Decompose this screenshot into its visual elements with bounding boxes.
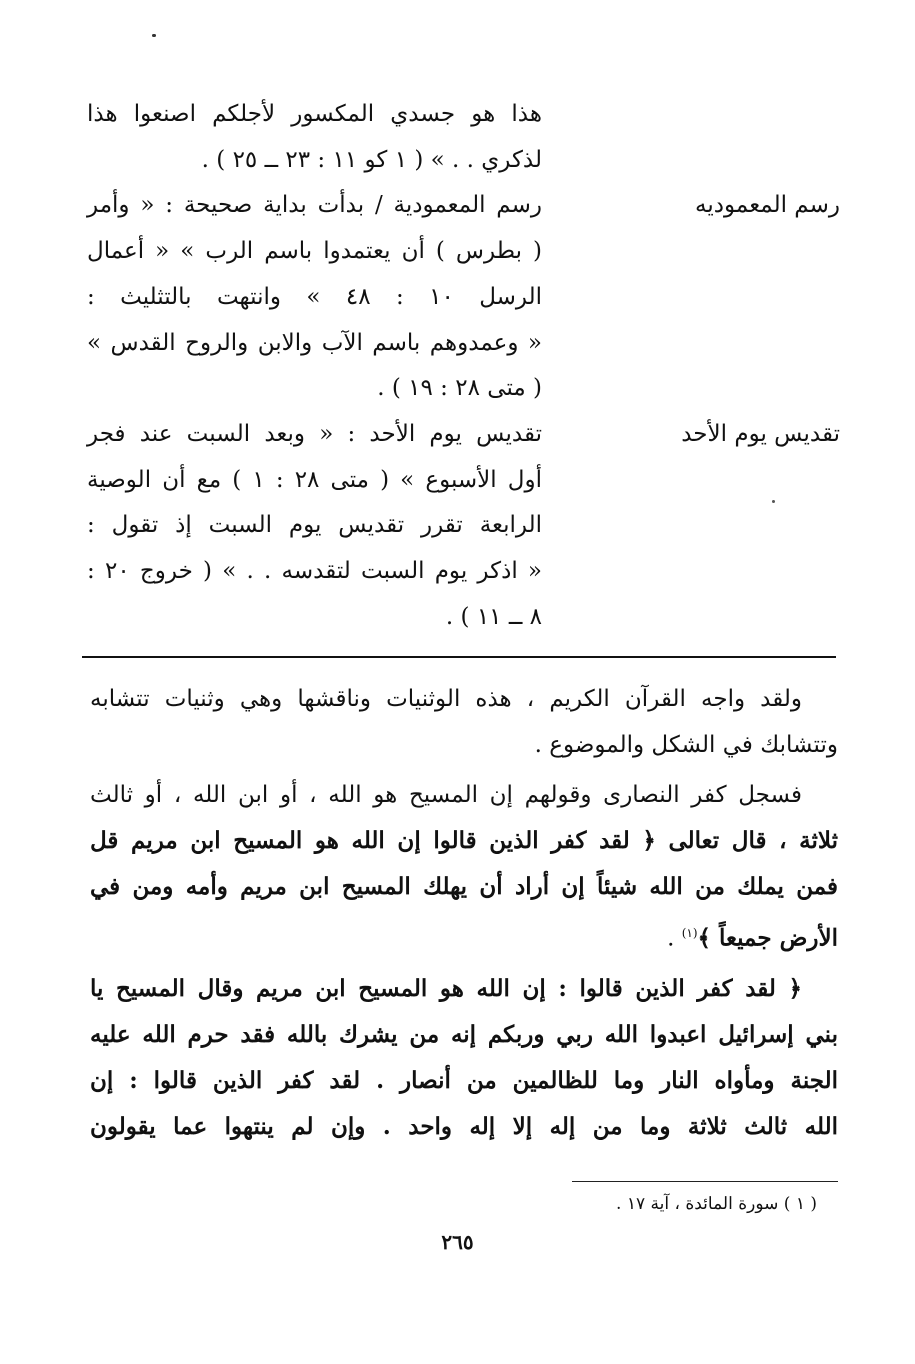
- text-line: بني إسرائيل اعبدوا الله ربي وربكم إنه من يشرك بالله فقد حرم الله عليه: [90, 1020, 838, 1048]
- row-label: رسم المعموديه: [695, 192, 840, 219]
- footnote: ( ١ ) سورة المائدة ، آية ١٧ .: [616, 1194, 817, 1214]
- text-line: ( متى ٢٨ : ١٩ ) .: [377, 375, 542, 402]
- text-line: « اذكر يوم السبت لتقدسه . . » ( خروج ٢٠ :: [87, 558, 543, 585]
- sentence-end: .: [667, 925, 682, 952]
- row-text: [87, 412, 542, 641]
- text-line: فسجل كفر النصارى وقولهم إن المسيح هو الله ، أو ابن الله ، أو ثالث: [90, 782, 802, 808]
- text-line: الرسل ١٠ : ٤٨ » وانتهت بالتثليث :: [87, 283, 543, 310]
- text-line: رسم المعمودية / بدأت بداية صحيحة : « وأمر: [87, 192, 542, 219]
- text-line: الله ثالث ثلاثة وما من إله إلا إله واحد . وإن لم ينتهوا عما يقولون: [90, 1112, 838, 1140]
- text-line: فمن يملك من الله شيئاً إن أراد أن يهلك المسيح ابن مريم وأمه ومن في: [90, 873, 838, 900]
- paragraph: [90, 772, 838, 962]
- text-line: هذا هو جسدي المكسور لأجلكم اصنعوا هذا: [87, 101, 542, 127]
- table-row: [80, 183, 840, 412]
- text-line: الرابعة تقرر تقديس يوم السبت إذ تقول :: [87, 512, 542, 539]
- text-line: وتتشابك في الشكل والموضوع .: [534, 732, 838, 758]
- row-label: تقديس يوم الأحد: [681, 420, 840, 447]
- scan-speck: [152, 34, 156, 37]
- quran-verse-end: الأرض جميعاً ﴾: [697, 924, 838, 952]
- text-line: ولقد واجه القرآن الكريم ، هذه الوثنيات وناقشها وهي وثنيات تتشابه: [90, 686, 802, 712]
- footnote-ref[interactable]: (١): [681, 926, 698, 940]
- text-line: لذكري . . » ( ١ كو ١١ : ٢٣ ــ ٢٥ ) .: [201, 146, 542, 173]
- text-line: ثلاثة ، قال تعالى ﴿ لقد كفر الذين قالوا إن الله هو المسيح ابن مريم قل: [90, 827, 838, 854]
- text-line: الجنة ومأواه النار وما للظالمين من أنصار . لقد كفر الذين قالوا : إن: [90, 1066, 838, 1094]
- text-line: ﴿ لقد كفر الذين قالوا : إن الله هو المسيح ابن مريم وقال المسيح يا: [90, 974, 802, 1002]
- page-number: ٢٦٥: [441, 1230, 474, 1254]
- section-divider: [82, 656, 836, 658]
- text-line: [90, 910, 838, 962]
- table-row: [80, 92, 840, 183]
- text-line: ٨ ــ ١١ ) .: [445, 603, 542, 630]
- row-text: [87, 183, 542, 412]
- row-text: [87, 92, 542, 183]
- text-line: « وعمدوهم باسم الآب والابن والروح القدس »: [87, 329, 542, 356]
- text-line: ( بطرس ) أن يعتمدوا باسم الرب » « أعمال: [87, 238, 542, 265]
- table-row: [80, 412, 840, 641]
- comparison-table: [80, 92, 840, 640]
- paragraph: [90, 676, 838, 768]
- main-text: [90, 676, 838, 1150]
- text-line: أول الأسبوع » ( متى ٢٨ : ١ ) مع أن الوصية: [87, 466, 542, 493]
- paragraph: [90, 966, 838, 1150]
- text-line: تقديس يوم الأحد : « وبعد السبت عند فجر: [87, 420, 542, 447]
- footnote-rule: [572, 1181, 838, 1182]
